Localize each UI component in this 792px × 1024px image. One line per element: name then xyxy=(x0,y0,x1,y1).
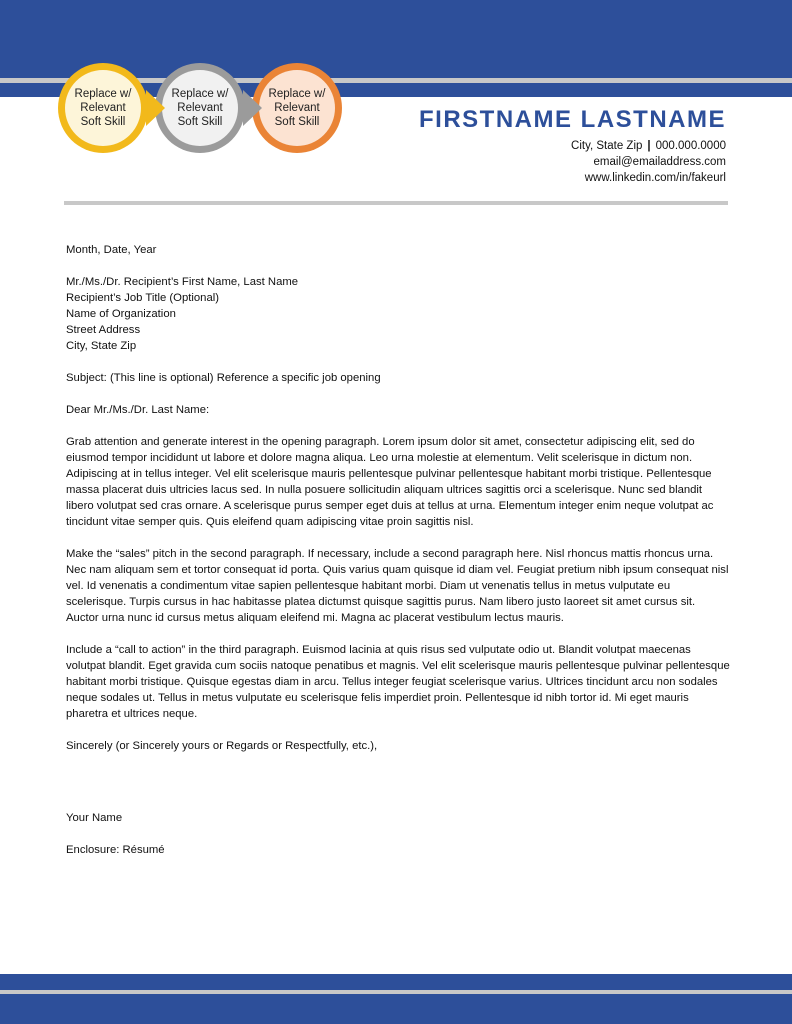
recipient-city: City, State Zip xyxy=(66,340,137,352)
enclosure: Enclosure: Résumé xyxy=(66,844,165,856)
soft-skills xyxy=(0,0,360,170)
phone: 000.000.0000 xyxy=(655,140,726,152)
skill-label-2: Replace w/ Relevant Soft Skill xyxy=(171,88,229,128)
separator: | xyxy=(647,140,651,152)
skill-label-1: Replace w/ Relevant Soft Skill xyxy=(74,88,132,128)
recipient-address xyxy=(66,274,730,354)
footer-band xyxy=(0,974,792,990)
paragraph-call-to-action: Include a “call to action” in the third paragraph. Euismod lacinia at quis risus sed vulputate odio ut. Blandit volutpat maecenas volutpat blandit. Eget gravida cum sociis natoque penatibus et magnis. Vel elit scelerisque mauris pellentesque pulvinar pellentesque habitant morbi tristique. Quisque egestas diam in arcu. Tellus integer feugiat scelerisque varius. Ultrices tincidunt arcu non sodales neque sodales ut. Tellus in metus vulputate eu scelerisque felis imperdiet proin. Pellentesque id nibh tortor id. Mi eget mauris pharetra et ultrices neque. xyxy=(66,644,730,720)
contact-location-phone xyxy=(571,138,726,154)
recipient-organization: Name of Organization xyxy=(66,308,176,320)
header-divider xyxy=(64,201,728,205)
footer-band-lower xyxy=(0,994,792,1024)
salutation: Dear Mr./Ms./Dr. Last Name: xyxy=(66,404,210,416)
email[interactable]: email@emailaddress.com xyxy=(593,156,726,168)
closing: Sincerely (or Sincerely yours or Regards or Respectfully, etc.), xyxy=(66,740,378,752)
contact-info xyxy=(571,138,726,186)
subject-line: Subject: (This line is optional) Reference a specific job opening xyxy=(66,372,381,384)
signature-space xyxy=(66,770,730,810)
letter-date: Month, Date, Year xyxy=(66,244,157,256)
signature-name: Your Name xyxy=(66,812,123,824)
letter-body xyxy=(66,242,730,874)
paragraph-sales: Make the “sales” pitch in the second paragraph. If necessary, include a second paragraph here. Nisl rhoncus mattis rhoncus urna. Nec nam aliquam sem et tortor consequat id porta. Quis varius quam quisque id diam vel. Feugiat pretium nibh ipsum consequat nisl vel. Id venenatis a condimentum vitae sapien pellentesque habitant morbi. Diam ut venenatis tellus in metus vulputate eu scelerisque. Turpis cursus in hac habitasse platea dictumst quisque sagittis purus. Nam libero justo laoreet sit amet cursus sit. Auctor urna nunc id cursus metus aliquam eleifend mi. Magna ac placerat vestibulum lectus mauris. xyxy=(66,548,729,624)
paragraph-opening: Grab attention and generate interest in the opening paragraph. Lorem ipsum dolor sit amet, consectetur adipiscing elit, sed do eiusmod tempor incididunt ut labore et dolore magna aliqua. Leo urna molestie at elementum. Velit scelerisque in dictum non. Adipiscing at in tellus integer. Vel elit scelerisque mauris pellentesque pulvinar pellentesque habitant morbi tristique. Pellentesque massa placerat duis ultricies lacus sed. In nulla posuere sollicitudin aliquam ultrices sagittis orci a scelerisque. Nunc sed blandit libero volutpat sed cras ornare. A scelerisque purus semper eget duis at tellus at urna. Elementum integer enim neque volutpat ac tincidunt vitae semper quis. Quis eleifend quam adipiscing vitae proin sagittis nisl. xyxy=(66,436,714,528)
recipient-title: Recipient’s Job Title (Optional) xyxy=(66,292,219,304)
applicant-name: FIRSTNAME LASTNAME xyxy=(419,106,726,133)
recipient-street: Street Address xyxy=(66,324,141,336)
linkedin-url[interactable]: www.linkedin.com/in/fakeurl xyxy=(584,172,726,184)
skill-label-3: Replace w/ Relevant Soft Skill xyxy=(268,88,326,128)
city-state-zip: City, State Zip xyxy=(571,140,643,152)
recipient-name: Mr./Ms./Dr. Recipient’s First Name, Last Name xyxy=(66,276,299,288)
